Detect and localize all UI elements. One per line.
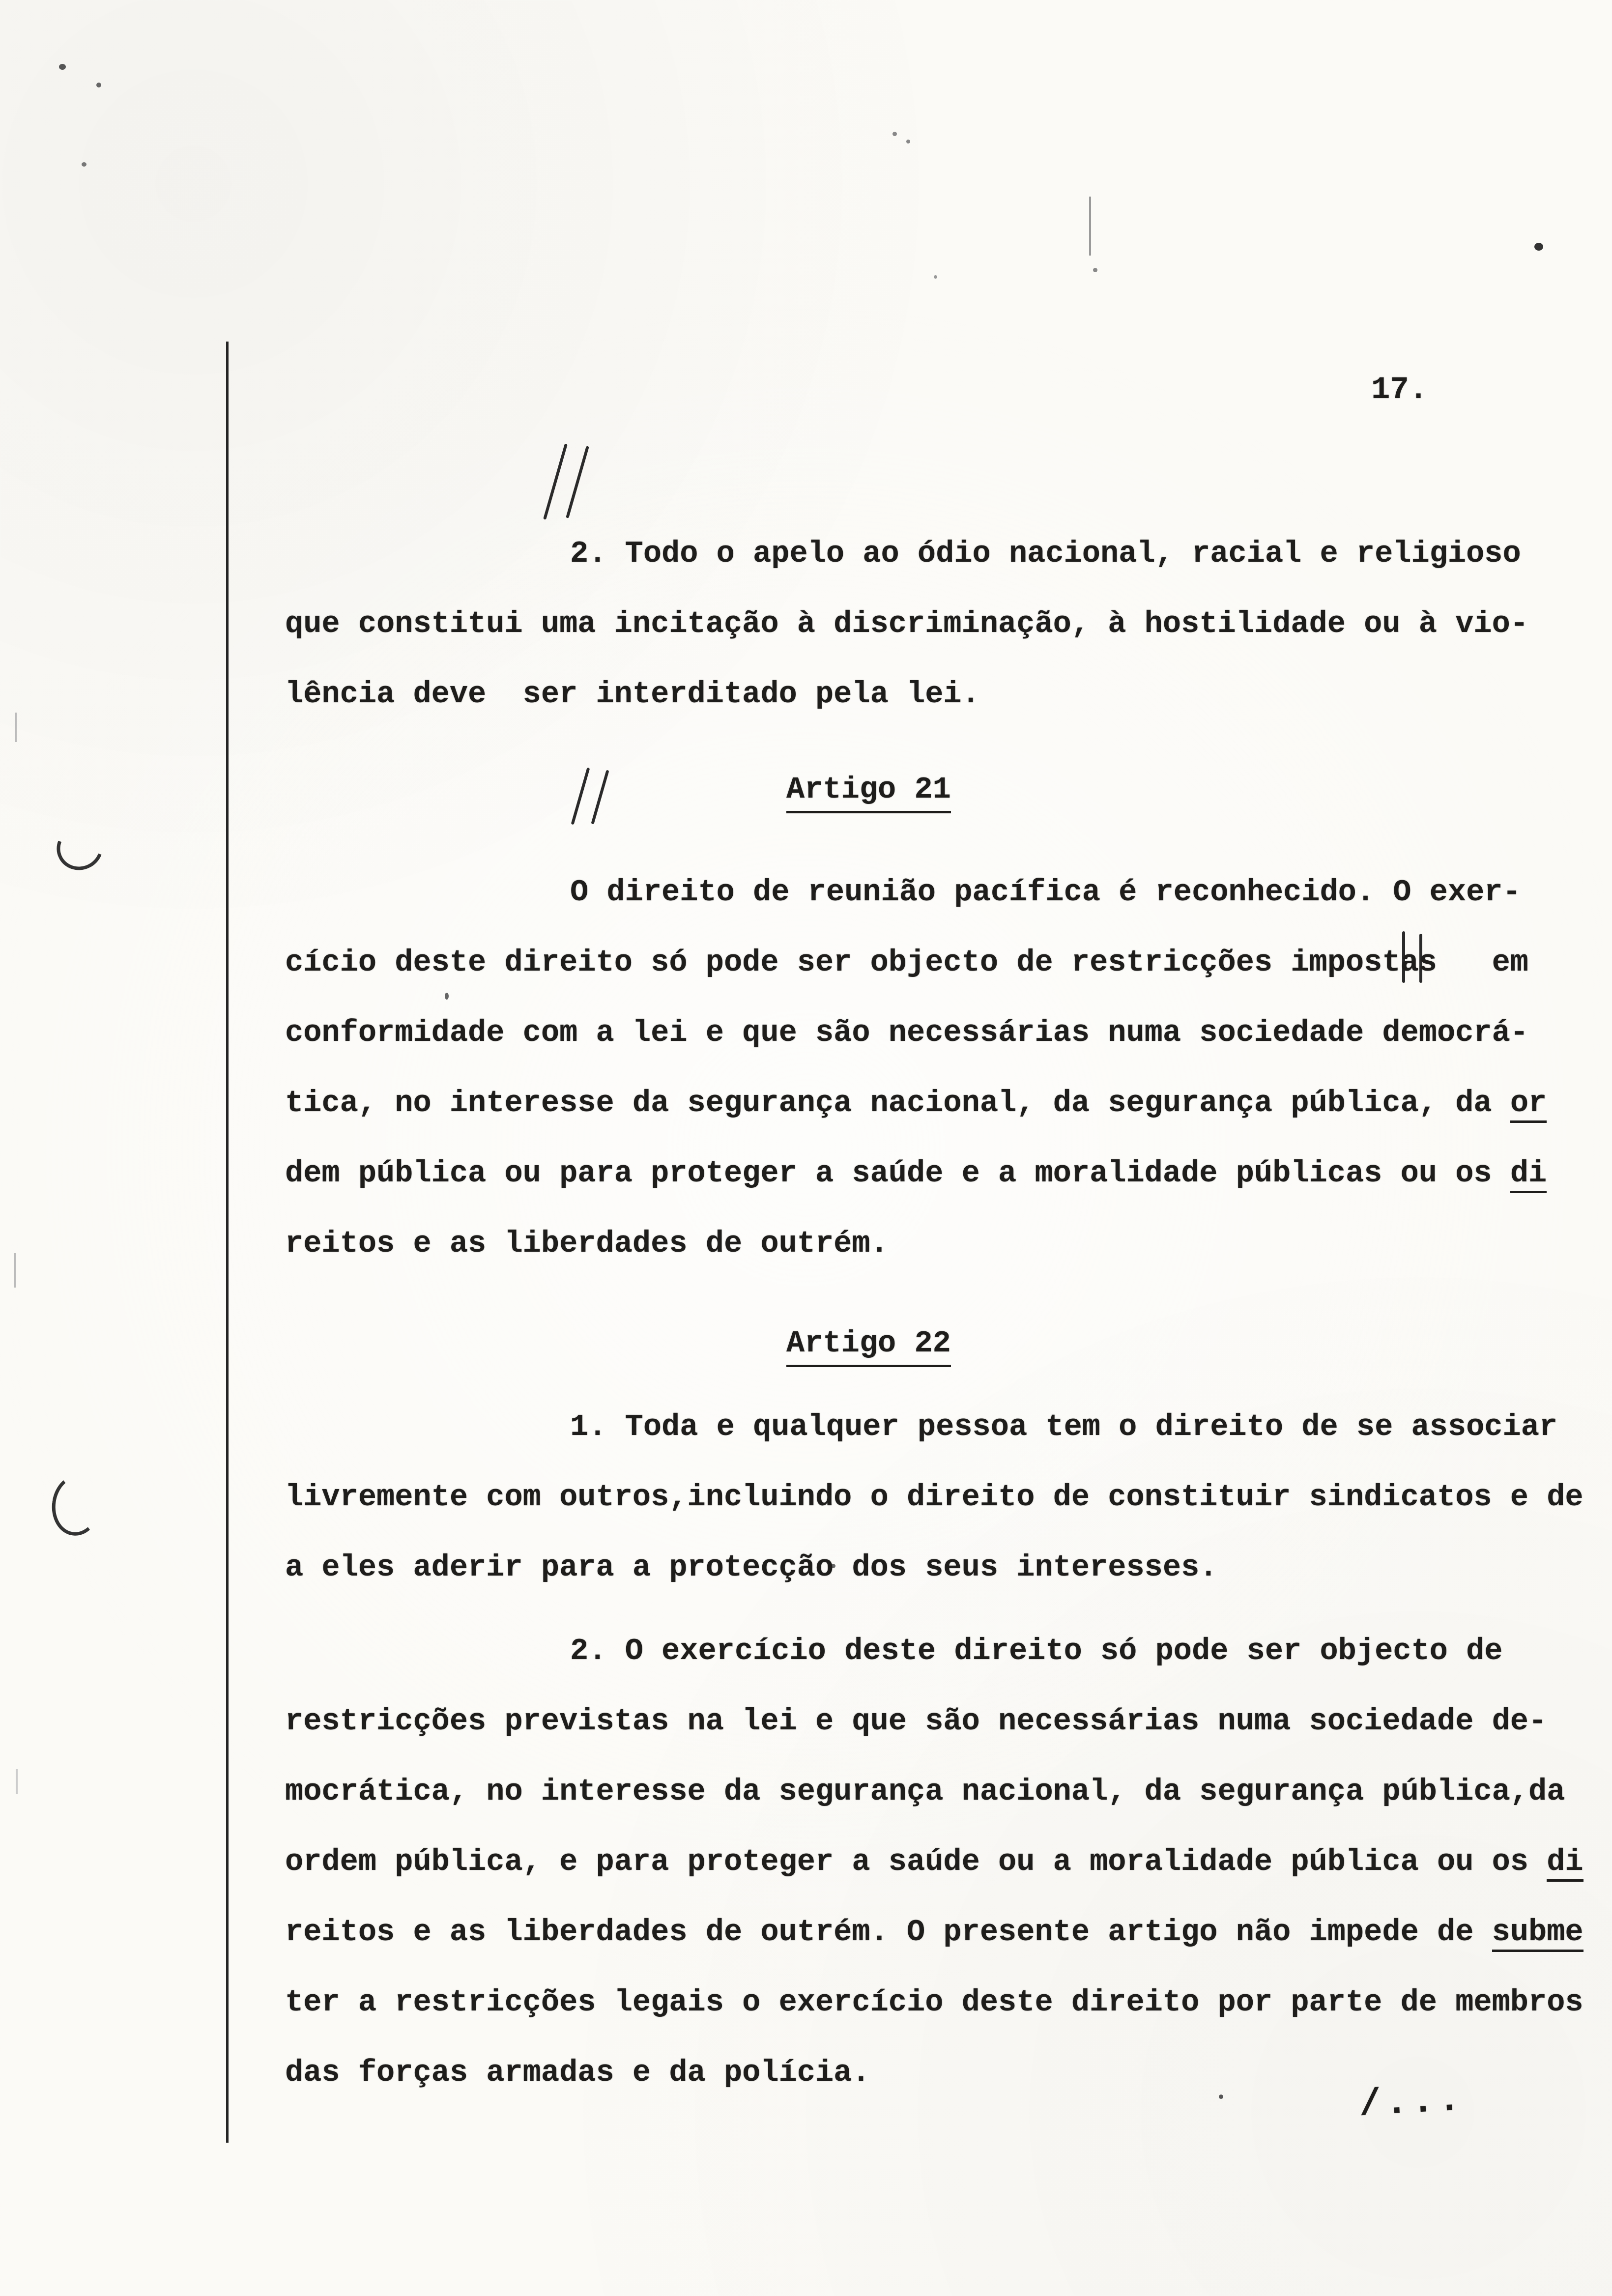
paragraph-article22-item1 xyxy=(285,1392,1612,1603)
text-line: das forças armadas e da polícia. xyxy=(285,2055,870,2090)
text-line: reitos e as liberdades de outrém. xyxy=(285,1226,889,1261)
artigo-21-heading xyxy=(285,754,1612,825)
text-line: 2. O exercício deste direito só pode ser objecto de xyxy=(570,1634,1503,1668)
text-line: ter a restricções legais o exercício deste direito por parte de membros xyxy=(285,1985,1583,2020)
text-line: lência deve ser interditado pela lei. xyxy=(285,677,980,712)
text-line: cício deste direito só pode ser objecto de restricções impostas em xyxy=(285,945,1529,980)
text-line xyxy=(285,1138,1612,1208)
handwritten-slash-mark xyxy=(543,443,568,519)
paragraph-article21 xyxy=(285,857,1612,1279)
document-body xyxy=(285,518,1612,2108)
handwritten-margin-curl xyxy=(49,818,110,878)
scan-edge-artifact xyxy=(14,1253,16,1288)
underlined-syllable: di xyxy=(1510,1156,1547,1193)
text-line: 1. Toda e qualquer pessoa tem o direito de se associar xyxy=(570,1409,1558,1444)
text-line: 2. Todo o apelo ao ódio nacional, racial e religioso xyxy=(570,536,1521,571)
text-segment: dem pública ou para proteger a saúde e a moralidade públicas ou os xyxy=(285,1156,1510,1191)
text-line: a eles aderir para a protecção dos seus interesses. xyxy=(285,1550,1218,1585)
scan-edge-artifact xyxy=(15,713,17,742)
text-line: O direito de reunião pacífica é reconhecido. O exer- xyxy=(570,875,1521,910)
scan-speck xyxy=(96,83,101,87)
handwritten-slash-mark xyxy=(566,446,589,518)
text-segment: ordem pública, e para proteger a saúde ou a moralidade pública ou os xyxy=(285,1844,1547,1879)
text-line: que constitui uma incitação à discriminação, à hostilidade ou à vio- xyxy=(285,606,1529,641)
page-number: 17. xyxy=(1371,373,1428,408)
scan-speck xyxy=(59,64,66,70)
text-line: restricções previstas na lei e que são necessárias numa sociedade de- xyxy=(285,1704,1547,1739)
scan-edge-artifact xyxy=(16,1769,18,1794)
underlined-syllable: di xyxy=(1547,1844,1583,1882)
text-segment: tica, no interesse da segurança nacional, da segurança pública, da xyxy=(285,1086,1510,1120)
handwritten-margin-curl xyxy=(48,1471,105,1539)
scan-scratch xyxy=(1089,197,1091,256)
text-line xyxy=(285,1068,1612,1138)
artigo-22-heading xyxy=(285,1308,1612,1378)
scan-speck xyxy=(892,132,897,136)
paragraph-article20-item2 xyxy=(285,518,1612,729)
text-line: livremente com outros,incluindo o direito de constituir sindicatos e de xyxy=(285,1480,1583,1515)
text-line: conformidade com a lei e que são necessárias numa sociedade democrá- xyxy=(285,1015,1529,1050)
artigo-22-title: Artigo 22 xyxy=(786,1326,951,1367)
underlined-syllable: or xyxy=(1510,1086,1547,1123)
text-line: mocrática, no interesse da segurança nacional, da segurança pública,da xyxy=(285,1774,1565,1809)
scan-speck xyxy=(1534,243,1543,251)
scan-speck xyxy=(906,140,910,144)
margin-rule xyxy=(226,342,229,2143)
text-segment: reitos e as liberdades de outrém. O presente artigo não impede de xyxy=(285,1915,1492,1950)
text-line xyxy=(285,1897,1612,1967)
continuation-mark: /... xyxy=(1357,2078,1466,2126)
scan-speck xyxy=(1093,268,1097,272)
text-line xyxy=(285,1827,1612,1897)
scan-speck xyxy=(82,162,86,167)
underlined-syllable: subme xyxy=(1492,1915,1583,1952)
paragraph-article22-item2 xyxy=(285,1616,1612,2108)
artigo-21-title: Artigo 21 xyxy=(786,772,951,813)
scan-speck xyxy=(934,275,937,279)
